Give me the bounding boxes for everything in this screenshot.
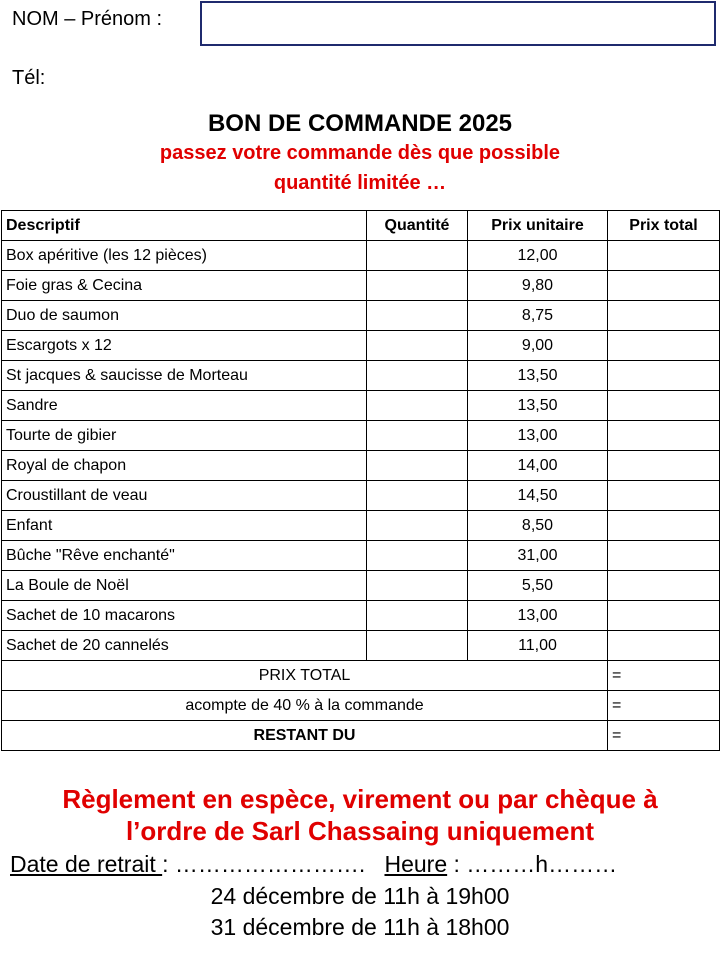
- row-descriptif: Sandre: [2, 391, 367, 421]
- row-descriptif: Sachet de 10 macarons: [2, 601, 367, 631]
- table-row: [2, 541, 720, 571]
- row-prix-unitaire: 14,50: [468, 481, 608, 511]
- row-prix-total-cell[interactable]: [608, 331, 720, 361]
- pickup-line: [10, 851, 617, 878]
- payment-line-1: Règlement en espèce, virement ou par chèque à: [62, 784, 658, 814]
- row-prix-total-cell[interactable]: [608, 241, 720, 271]
- summary-row-total: [2, 661, 720, 691]
- row-descriptif: Royal de chapon: [2, 451, 367, 481]
- subtitle-line-1: passez votre commande dès que possible: [159, 142, 561, 164]
- header-descriptif: Descriptif: [2, 211, 367, 241]
- order-table: [1, 210, 720, 751]
- row-prix-unitaire: 13,50: [468, 361, 608, 391]
- row-prix-unitaire: 13,00: [468, 421, 608, 451]
- row-prix-total-cell[interactable]: [608, 511, 720, 541]
- table-row: [2, 271, 720, 301]
- table-row: [2, 511, 720, 541]
- row-prix-unitaire: 5,50: [468, 571, 608, 601]
- row-prix-unitaire: 13,50: [468, 391, 608, 421]
- row-descriptif: Duo de saumon: [2, 301, 367, 331]
- name-label: NOM – Prénom :: [12, 8, 163, 30]
- name-input-box[interactable]: [200, 1, 716, 46]
- row-quantite-cell[interactable]: [367, 271, 468, 301]
- hour-fill[interactable]: : ………h………: [447, 851, 618, 877]
- table-row: [2, 391, 720, 421]
- summary-label: acompte de 40 % à la commande: [2, 691, 608, 721]
- row-descriptif: Sachet de 20 cannelés: [2, 631, 367, 661]
- row-quantite-cell[interactable]: [367, 571, 468, 601]
- row-prix-total-cell[interactable]: [608, 541, 720, 571]
- table-row: [2, 481, 720, 511]
- row-quantite-cell[interactable]: [367, 631, 468, 661]
- table-header-row: [2, 211, 720, 241]
- table-row: [2, 361, 720, 391]
- header-prix-unitaire: Prix unitaire: [468, 211, 608, 241]
- row-prix-unitaire: 9,00: [468, 331, 608, 361]
- row-prix-total-cell[interactable]: [608, 361, 720, 391]
- pickup-date-2: 31 décembre de 11h à 18h00: [210, 914, 510, 940]
- row-descriptif: Croustillant de veau: [2, 481, 367, 511]
- row-quantite-cell[interactable]: [367, 601, 468, 631]
- row-descriptif: Box apéritive (les 12 pièces): [2, 241, 367, 271]
- row-descriptif: La Boule de Noël: [2, 571, 367, 601]
- header-prix-total: Prix total: [608, 211, 720, 241]
- row-prix-unitaire: 9,80: [468, 271, 608, 301]
- row-quantite-cell[interactable]: [367, 301, 468, 331]
- table-row: [2, 241, 720, 271]
- row-quantite-cell[interactable]: [367, 391, 468, 421]
- row-quantite-cell[interactable]: [367, 481, 468, 511]
- date-fill[interactable]: : …………………….: [162, 851, 366, 877]
- summary-row-restant: [2, 721, 720, 751]
- summary-label: PRIX TOTAL: [2, 661, 608, 691]
- row-prix-total-cell[interactable]: [608, 481, 720, 511]
- table-row: [2, 601, 720, 631]
- subtitle-line-2: quantité limitée …: [273, 172, 447, 194]
- row-prix-total-cell[interactable]: [608, 301, 720, 331]
- row-prix-unitaire: 8,50: [468, 511, 608, 541]
- table-row: [2, 571, 720, 601]
- row-prix-total-cell[interactable]: [608, 271, 720, 301]
- summary-value-cell[interactable]: =: [608, 721, 720, 751]
- row-prix-total-cell[interactable]: [608, 451, 720, 481]
- row-prix-total-cell[interactable]: [608, 571, 720, 601]
- row-quantite-cell[interactable]: [367, 541, 468, 571]
- row-prix-unitaire: 31,00: [468, 541, 608, 571]
- page-title: BON DE COMMANDE 2025: [207, 110, 513, 137]
- row-prix-unitaire: 8,75: [468, 301, 608, 331]
- summary-row-acompte: [2, 691, 720, 721]
- tel-label: Tél:: [12, 67, 46, 89]
- table-row: [2, 301, 720, 331]
- date-label: Date de retrait: [10, 851, 163, 877]
- row-quantite-cell[interactable]: [367, 361, 468, 391]
- row-descriptif: Tourte de gibier: [2, 421, 367, 451]
- row-prix-total-cell[interactable]: [608, 601, 720, 631]
- row-prix-unitaire: 13,00: [468, 601, 608, 631]
- row-prix-unitaire: 14,00: [468, 451, 608, 481]
- table-row: [2, 331, 720, 361]
- header-quantite: Quantité: [367, 211, 468, 241]
- table-row: [2, 421, 720, 451]
- summary-label: RESTANT DU: [2, 721, 608, 751]
- row-quantite-cell[interactable]: [367, 511, 468, 541]
- row-prix-total-cell[interactable]: [608, 391, 720, 421]
- row-descriptif: Bûche "Rêve enchanté": [2, 541, 367, 571]
- pickup-date-1: 24 décembre de 11h à 19h00: [210, 883, 510, 909]
- row-quantite-cell[interactable]: [367, 241, 468, 271]
- table-row: [2, 631, 720, 661]
- row-prix-total-cell[interactable]: [608, 631, 720, 661]
- row-quantite-cell[interactable]: [367, 331, 468, 361]
- row-quantite-cell[interactable]: [367, 421, 468, 451]
- row-descriptif: Enfant: [2, 511, 367, 541]
- row-prix-unitaire: 12,00: [468, 241, 608, 271]
- row-descriptif: Foie gras & Cecina: [2, 271, 367, 301]
- payment-line-2: l’ordre de Sarl Chassaing uniquement: [125, 816, 595, 846]
- row-quantite-cell[interactable]: [367, 451, 468, 481]
- row-descriptif: Escargots x 12: [2, 331, 367, 361]
- summary-value-cell[interactable]: =: [608, 691, 720, 721]
- row-prix-unitaire: 11,00: [468, 631, 608, 661]
- summary-value-cell[interactable]: =: [608, 661, 720, 691]
- table-row: [2, 451, 720, 481]
- hour-label: Heure: [384, 851, 448, 877]
- row-descriptif: St jacques & saucisse de Morteau: [2, 361, 367, 391]
- row-prix-total-cell[interactable]: [608, 421, 720, 451]
